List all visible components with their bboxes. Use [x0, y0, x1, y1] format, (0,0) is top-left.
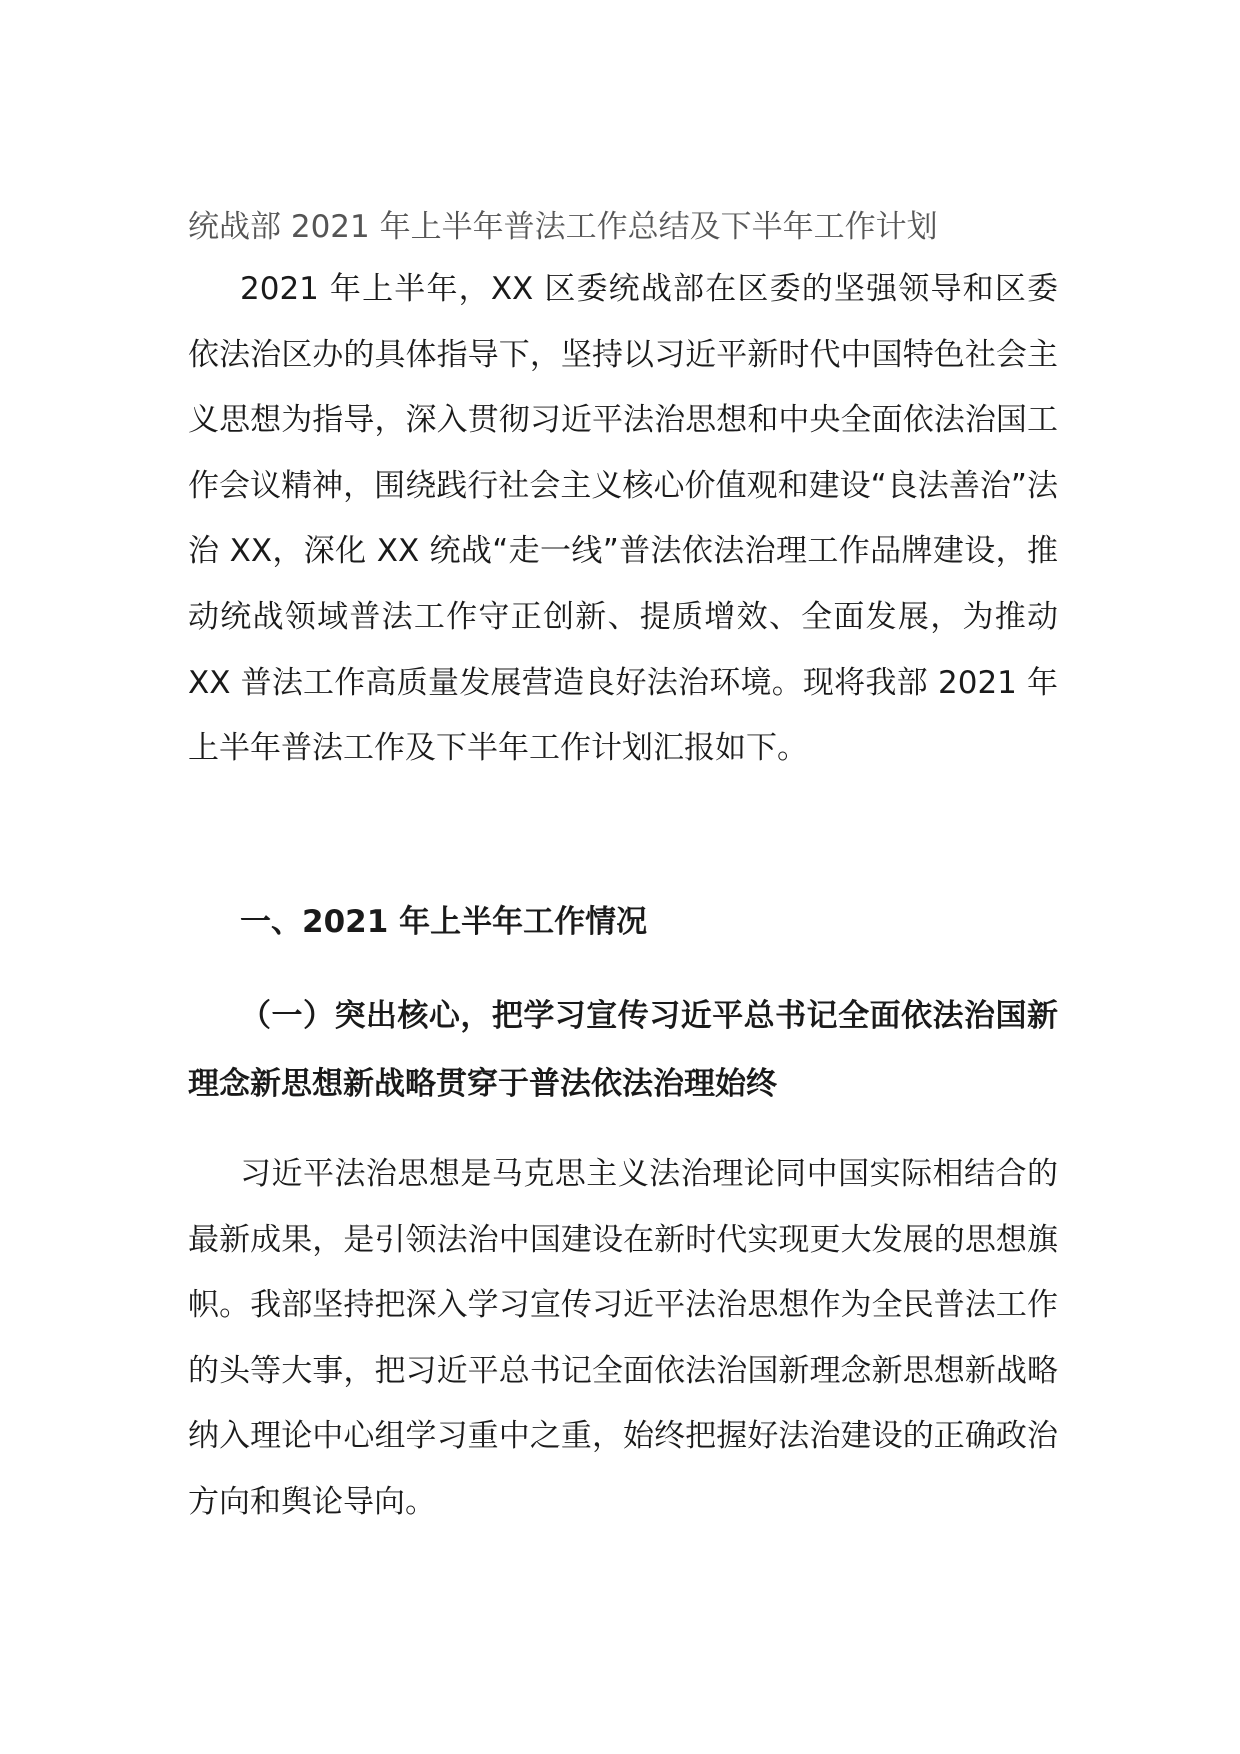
document-title: 统战部 2021 年上半年普法工作总结及下半年工作计划 — [188, 209, 938, 245]
section-heading: 一、2021 年上半年工作情况 — [240, 904, 648, 940]
subsection-heading: （一）突出核心，把学习宣传习近平总书记全面依法治国新理念新思想新战略贯穿于普法依法治理始终 — [188, 998, 1058, 1102]
body-paragraph: 习近平法治思想是马克思主义法治理论同中国实际相结合的最新成果，是引领法治中国建设在新时代实现更大发展的思想旗帜。我部坚持把深入学习宣传习近平法治思想作为全民普法工作的头等大事，把习近平总书记全面依法治国新理念新思想新战略纳入理论中心组学习重中之重，始终把握好法治建设的正确政治方向和舆论导向。 — [188, 1156, 1058, 1520]
intro-paragraph: 2021 年上半年，XX 区委统战部在区委的坚强领导和区委依法治区办的具体指导下，坚持以习近平新时代中国特色社会主义思想为指导，深入贯彻习近平法治思想和中央全面依法治国工作会议精神，围绕践行社会主义核心价值观和建设“良法善治”法治 XX，深化 XX 统战“走一线”普法依法治理工作品牌建设，推动统战领域普法工作守正创新、提质增效、全面发展，为推动 XX 普法工作高质量发展营造良好法治环境。现将我部 2021 年上半年普法工作及下半年工作计划汇报如下。 — [188, 271, 1058, 767]
